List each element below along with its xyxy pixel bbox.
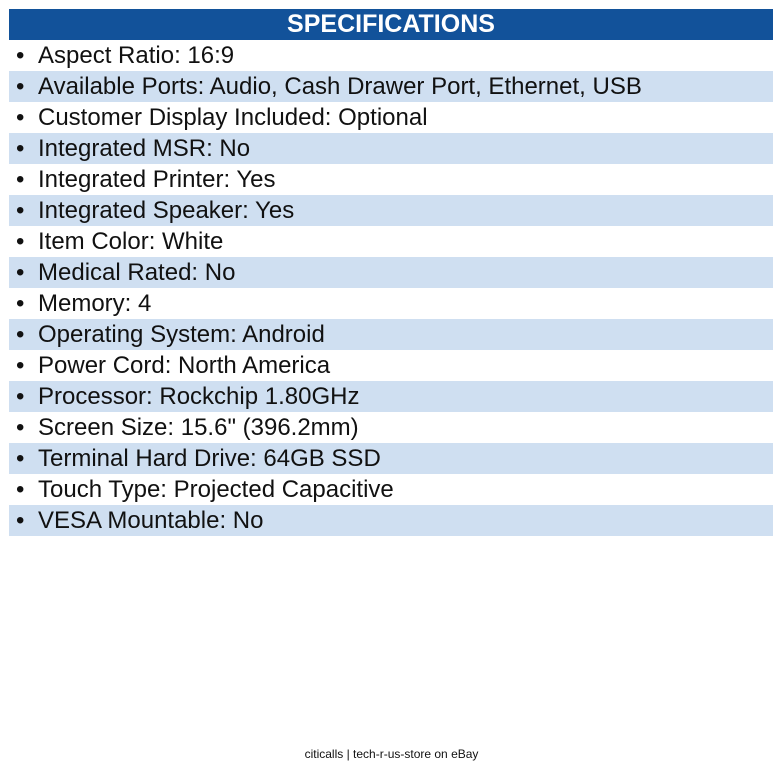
bullet-icon: •	[16, 321, 25, 348]
specifications-panel	[9, 9, 773, 536]
spec-text: Item Color: White	[38, 228, 224, 255]
spec-row	[9, 133, 773, 164]
bullet-icon: •	[16, 73, 25, 100]
spec-text: Power Cord: North America	[38, 352, 331, 379]
specifications-header: SPECIFICATIONS	[9, 9, 773, 40]
spec-text: Processor: Rockchip 1.80GHz	[38, 383, 360, 410]
bullet-icon: •	[16, 445, 25, 472]
spec-text: Integrated MSR: No	[38, 135, 251, 162]
bullet-icon: •	[16, 228, 25, 255]
spec-row	[9, 195, 773, 226]
spec-row	[9, 319, 773, 350]
bullet-icon: •	[16, 507, 25, 534]
spec-text: Integrated Speaker: Yes	[38, 197, 295, 224]
spec-row	[9, 412, 773, 443]
bullet-icon: •	[16, 197, 25, 224]
footer-credit: citicalls | tech-r-us-store on eBay	[304, 747, 479, 761]
bullet-icon: •	[16, 135, 25, 162]
spec-row	[9, 257, 773, 288]
spec-row	[9, 40, 773, 71]
spec-row	[9, 71, 773, 102]
bullet-icon: •	[16, 352, 25, 379]
spec-text: Operating System: Android	[38, 321, 325, 348]
spec-text: Medical Rated: No	[38, 259, 236, 286]
spec-row	[9, 443, 773, 474]
spec-text: Memory: 4	[38, 290, 152, 317]
spec-row	[9, 350, 773, 381]
spec-text: Available Ports: Audio, Cash Drawer Port, Ethernet, USB	[38, 73, 642, 100]
spec-row	[9, 164, 773, 195]
spec-row	[9, 226, 773, 257]
bullet-icon: •	[16, 383, 25, 410]
spec-text: Aspect Ratio: 16:9	[38, 42, 235, 69]
spec-row	[9, 505, 773, 536]
spec-text: Integrated Printer: Yes	[38, 166, 276, 193]
bullet-icon: •	[16, 259, 25, 286]
spec-row	[9, 288, 773, 319]
spec-row	[9, 102, 773, 133]
bullet-icon: •	[16, 476, 25, 503]
spec-text: VESA Mountable: No	[38, 507, 264, 534]
bullet-icon: •	[16, 166, 25, 193]
bullet-icon: •	[16, 290, 25, 317]
spec-text: Terminal Hard Drive: 64GB SSD	[38, 445, 381, 472]
bullet-icon: •	[16, 104, 25, 131]
spec-text: Touch Type: Projected Capacitive	[38, 476, 394, 503]
spec-text: Screen Size: 15.6" (396.2mm)	[38, 414, 359, 441]
spec-row	[9, 381, 773, 412]
bullet-icon: •	[16, 414, 25, 441]
spec-row	[9, 474, 773, 505]
spec-text: Customer Display Included: Optional	[38, 104, 428, 131]
bullet-icon: •	[16, 42, 25, 69]
